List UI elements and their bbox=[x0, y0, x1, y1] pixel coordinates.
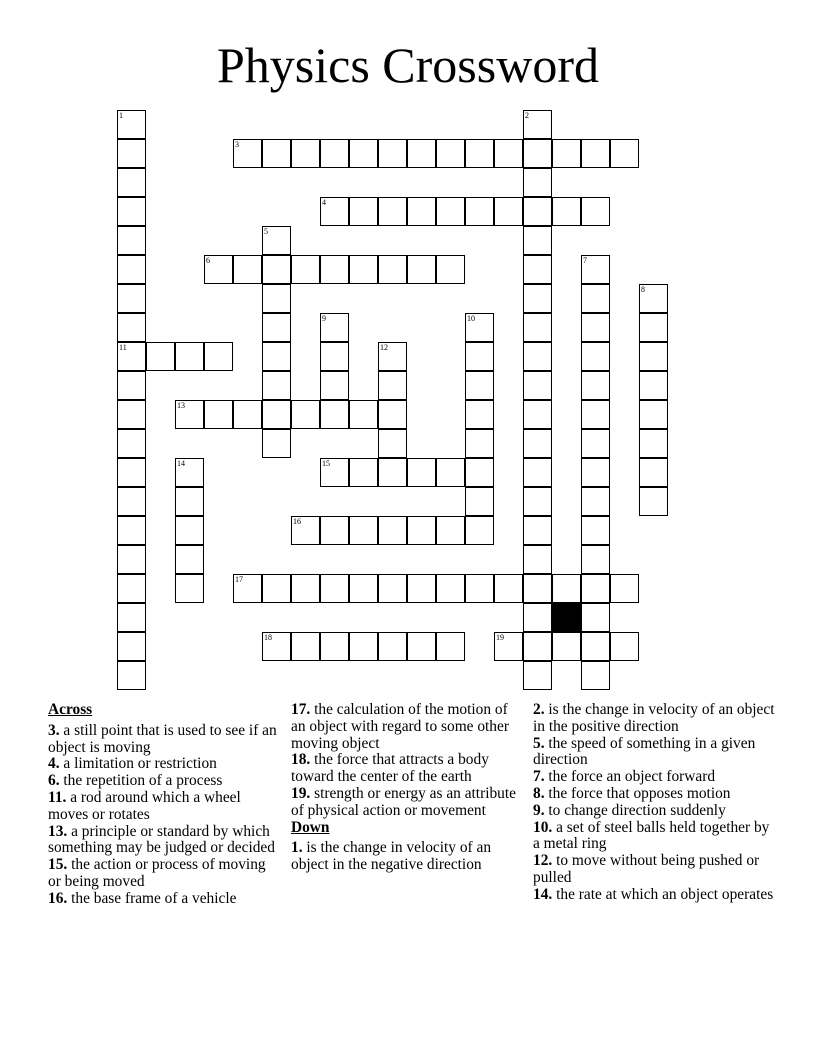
grid-cell[interactable] bbox=[639, 342, 668, 371]
grid-cell[interactable] bbox=[523, 226, 552, 255]
grid-cell[interactable] bbox=[523, 110, 552, 139]
grid-cell[interactable] bbox=[175, 487, 204, 516]
grid-cell[interactable] bbox=[523, 313, 552, 342]
clue-text: the action or process of moving or being moved bbox=[48, 856, 266, 890]
grid-cell[interactable] bbox=[523, 458, 552, 487]
clue-text: the base frame of a vehicle bbox=[71, 889, 237, 907]
cell-number: 5 bbox=[264, 227, 268, 236]
grid-cell[interactable] bbox=[320, 197, 349, 226]
grid-cell[interactable] bbox=[175, 574, 204, 603]
cell-number: 1 bbox=[119, 111, 123, 120]
cell-number: 14 bbox=[177, 459, 185, 468]
clue-text: the repetition of a process bbox=[63, 772, 223, 790]
grid-cell[interactable] bbox=[117, 197, 146, 226]
grid-cell[interactable] bbox=[465, 429, 494, 458]
grid-cell[interactable] bbox=[233, 400, 262, 429]
grid-cell[interactable] bbox=[523, 255, 552, 284]
clue-text: to move without being pushed or pulled bbox=[533, 852, 760, 886]
grid-cell[interactable] bbox=[117, 139, 146, 168]
grid-cell[interactable] bbox=[378, 255, 407, 284]
grid-cell[interactable] bbox=[349, 458, 378, 487]
cell-number: 4 bbox=[322, 198, 326, 207]
grid-cell[interactable] bbox=[436, 255, 465, 284]
grid-cell[interactable] bbox=[639, 487, 668, 516]
clue-down-2 bbox=[533, 702, 778, 736]
grid-cell[interactable] bbox=[581, 661, 610, 690]
grid-cell[interactable] bbox=[117, 603, 146, 632]
grid-cell[interactable] bbox=[639, 371, 668, 400]
grid-cell[interactable] bbox=[291, 574, 320, 603]
grid-cell[interactable] bbox=[494, 197, 523, 226]
grid-cell[interactable] bbox=[610, 632, 639, 661]
grid-cell[interactable] bbox=[552, 632, 581, 661]
clue-text: a principle or standard by which something may be judged or decided bbox=[48, 822, 275, 857]
clue-across-6 bbox=[48, 773, 280, 790]
grid-cell[interactable] bbox=[291, 255, 320, 284]
grid-cell[interactable] bbox=[581, 284, 610, 313]
grid-cell[interactable] bbox=[465, 342, 494, 371]
cell-number: 15 bbox=[322, 459, 330, 468]
grid-cell[interactable] bbox=[581, 516, 610, 545]
clue-number: 19. bbox=[291, 784, 311, 802]
clue-down-10 bbox=[533, 820, 778, 854]
grid-cell[interactable] bbox=[523, 371, 552, 400]
grid-cell[interactable] bbox=[465, 516, 494, 545]
clue-text: a set of steel balls held together by a metal ring bbox=[533, 818, 770, 853]
black-cell bbox=[552, 603, 581, 632]
grid-cell[interactable] bbox=[262, 400, 291, 429]
grid-cell[interactable] bbox=[523, 197, 552, 226]
clue-number: 7. bbox=[533, 768, 545, 786]
grid-cell[interactable] bbox=[320, 255, 349, 284]
clue-number: 16. bbox=[48, 889, 68, 907]
cell-number: 16 bbox=[293, 517, 301, 526]
grid-cell[interactable] bbox=[436, 632, 465, 661]
grid-cell[interactable] bbox=[233, 255, 262, 284]
grid-cell[interactable] bbox=[610, 574, 639, 603]
grid-cell[interactable] bbox=[349, 197, 378, 226]
clue-number: 14. bbox=[533, 885, 553, 903]
cell-number: 18 bbox=[264, 633, 272, 642]
clue-across-13 bbox=[48, 824, 280, 858]
grid-cell[interactable] bbox=[320, 458, 349, 487]
clue-text: strength or energy as an attribute of physical action or movement bbox=[291, 784, 516, 819]
grid-cell[interactable] bbox=[320, 139, 349, 168]
grid-cell[interactable] bbox=[175, 400, 204, 429]
grid-cell[interactable] bbox=[204, 342, 233, 371]
grid-cell[interactable] bbox=[465, 313, 494, 342]
grid-cell[interactable] bbox=[639, 458, 668, 487]
grid-cell[interactable] bbox=[581, 197, 610, 226]
clue-across-16 bbox=[48, 891, 280, 908]
grid-cell[interactable] bbox=[494, 574, 523, 603]
grid-cell[interactable] bbox=[117, 574, 146, 603]
grid-cell[interactable] bbox=[175, 516, 204, 545]
grid-cell[interactable] bbox=[523, 603, 552, 632]
grid-cell[interactable] bbox=[378, 197, 407, 226]
grid-cell[interactable] bbox=[523, 487, 552, 516]
grid-cell[interactable] bbox=[117, 458, 146, 487]
clue-text: is the change in velocity of an object in the positive direction bbox=[533, 701, 775, 735]
clues-column-1 bbox=[48, 702, 280, 908]
cell-number: 3 bbox=[235, 140, 239, 149]
clue-down-9 bbox=[533, 803, 778, 820]
down-heading: Down bbox=[291, 818, 330, 836]
clue-across-18 bbox=[291, 752, 523, 786]
clue-number: 9. bbox=[533, 801, 545, 819]
grid-cell[interactable] bbox=[262, 632, 291, 661]
grid-cell[interactable] bbox=[639, 313, 668, 342]
cell-number: 2 bbox=[525, 111, 529, 120]
clues-column-2 bbox=[291, 702, 523, 874]
clue-text: to change direction suddenly bbox=[548, 801, 726, 819]
clue-across-15 bbox=[48, 857, 280, 891]
grid-cell[interactable] bbox=[465, 139, 494, 168]
grid-cell[interactable] bbox=[262, 284, 291, 313]
clue-number: 8. bbox=[533, 784, 545, 802]
page-title: Physics Crossword bbox=[217, 37, 599, 93]
grid-cell[interactable] bbox=[523, 284, 552, 313]
grid-cell[interactable] bbox=[378, 139, 407, 168]
grid-cell[interactable] bbox=[465, 574, 494, 603]
grid-cell[interactable] bbox=[465, 197, 494, 226]
clue-text: the rate at which an object operates bbox=[556, 885, 774, 903]
grid-cell[interactable] bbox=[117, 110, 146, 139]
grid-cell[interactable] bbox=[291, 632, 320, 661]
grid-cell[interactable] bbox=[349, 574, 378, 603]
grid-cell[interactable] bbox=[117, 313, 146, 342]
grid-cell[interactable] bbox=[552, 139, 581, 168]
clue-number: 3. bbox=[48, 721, 60, 739]
grid-cell[interactable] bbox=[581, 487, 610, 516]
grid-cell[interactable] bbox=[523, 400, 552, 429]
grid-cell[interactable] bbox=[378, 371, 407, 400]
clue-text: the force that opposes motion bbox=[548, 784, 731, 802]
cell-number: 7 bbox=[583, 256, 587, 265]
grid-cell[interactable] bbox=[262, 342, 291, 371]
grid-cell[interactable] bbox=[552, 197, 581, 226]
grid-cell[interactable] bbox=[639, 400, 668, 429]
cell-number: 17 bbox=[235, 575, 243, 584]
clue-text: the calculation of the motion of an object with regard to some other moving object bbox=[291, 701, 509, 752]
grid-cell[interactable] bbox=[117, 342, 146, 371]
grid-cell[interactable] bbox=[262, 371, 291, 400]
clue-text: is the change in velocity of an object in the negative direction bbox=[291, 839, 492, 874]
clue-down-8 bbox=[533, 786, 778, 803]
grid-cell[interactable] bbox=[117, 545, 146, 574]
grid-cell[interactable] bbox=[378, 400, 407, 429]
clue-text: a rod around which a wheel moves or rotates bbox=[48, 788, 241, 823]
cell-number: 6 bbox=[206, 256, 210, 265]
grid-cell[interactable] bbox=[349, 400, 378, 429]
grid-cell[interactable] bbox=[523, 168, 552, 197]
clues-column-3 bbox=[533, 702, 778, 904]
clue-across-17 bbox=[291, 702, 523, 752]
grid-cell[interactable] bbox=[117, 371, 146, 400]
grid-cell[interactable] bbox=[320, 632, 349, 661]
cell-number: 11 bbox=[119, 343, 127, 352]
clue-down-5 bbox=[533, 736, 778, 770]
grid-cell[interactable] bbox=[436, 458, 465, 487]
grid-cell[interactable] bbox=[262, 574, 291, 603]
clue-number: 4. bbox=[48, 755, 60, 773]
grid-cell[interactable] bbox=[146, 342, 175, 371]
grid-cell[interactable] bbox=[262, 139, 291, 168]
clue-number: 1. bbox=[291, 839, 303, 857]
grid-cell[interactable] bbox=[378, 632, 407, 661]
grid-cell[interactable] bbox=[320, 516, 349, 545]
grid-cell[interactable] bbox=[320, 400, 349, 429]
clue-text: a limitation or restriction bbox=[63, 755, 217, 773]
grid-cell[interactable] bbox=[320, 371, 349, 400]
grid-cell[interactable] bbox=[117, 284, 146, 313]
grid-cell[interactable] bbox=[378, 429, 407, 458]
clue-text: the force an object forward bbox=[548, 768, 716, 786]
grid-cell[interactable] bbox=[117, 516, 146, 545]
clue-number: 6. bbox=[48, 772, 60, 790]
grid-cell[interactable] bbox=[523, 574, 552, 603]
grid-cell[interactable] bbox=[262, 226, 291, 255]
grid-cell[interactable] bbox=[581, 545, 610, 574]
clue-number: 2. bbox=[533, 701, 545, 718]
grid-cell[interactable] bbox=[349, 516, 378, 545]
clue-down-12 bbox=[533, 853, 778, 887]
grid-cell[interactable] bbox=[378, 574, 407, 603]
cell-number: 9 bbox=[322, 314, 326, 323]
grid-cell[interactable] bbox=[581, 632, 610, 661]
grid-cell[interactable] bbox=[581, 458, 610, 487]
grid-cell[interactable] bbox=[349, 139, 378, 168]
grid-cell[interactable] bbox=[117, 661, 146, 690]
grid-cell[interactable] bbox=[117, 429, 146, 458]
clue-number: 17. bbox=[291, 701, 311, 718]
grid-cell[interactable] bbox=[117, 400, 146, 429]
clue-number: 18. bbox=[291, 751, 311, 769]
grid-cell[interactable] bbox=[581, 400, 610, 429]
cell-number: 13 bbox=[177, 401, 185, 410]
grid-cell[interactable] bbox=[204, 400, 233, 429]
grid-cell[interactable] bbox=[407, 458, 436, 487]
grid-cell[interactable] bbox=[639, 429, 668, 458]
clue-text: a still point that is used to see if an object is moving bbox=[48, 721, 277, 756]
grid-cell[interactable] bbox=[465, 487, 494, 516]
grid-cell[interactable] bbox=[465, 458, 494, 487]
clue-down-1 bbox=[291, 840, 523, 874]
grid-cell[interactable] bbox=[581, 313, 610, 342]
grid-cell[interactable] bbox=[552, 574, 581, 603]
grid-cell[interactable] bbox=[117, 168, 146, 197]
grid-cell[interactable] bbox=[175, 342, 204, 371]
grid-cell[interactable] bbox=[523, 429, 552, 458]
grid-cell[interactable] bbox=[407, 255, 436, 284]
grid-cell[interactable] bbox=[175, 545, 204, 574]
grid-cell[interactable] bbox=[262, 313, 291, 342]
grid-cell[interactable] bbox=[523, 661, 552, 690]
grid-cell[interactable] bbox=[204, 255, 233, 284]
grid-cell[interactable] bbox=[523, 632, 552, 661]
grid-cell[interactable] bbox=[465, 400, 494, 429]
clue-text: the speed of something in a given direction bbox=[533, 734, 756, 769]
clue-number: 12. bbox=[533, 852, 553, 870]
grid-cell[interactable] bbox=[378, 458, 407, 487]
grid-cell[interactable] bbox=[233, 139, 262, 168]
grid-cell[interactable] bbox=[291, 400, 320, 429]
clue-across-3 bbox=[48, 723, 280, 757]
grid-cell[interactable] bbox=[320, 342, 349, 371]
grid-cell[interactable] bbox=[117, 226, 146, 255]
cell-number: 8 bbox=[641, 285, 645, 294]
cell-number: 19 bbox=[496, 633, 504, 642]
grid-cell[interactable] bbox=[407, 516, 436, 545]
grid-cell[interactable] bbox=[407, 197, 436, 226]
grid-cell[interactable] bbox=[320, 313, 349, 342]
grid-cell[interactable] bbox=[523, 342, 552, 371]
clue-down-14 bbox=[533, 887, 778, 904]
grid-cell[interactable] bbox=[436, 197, 465, 226]
grid-cell[interactable] bbox=[407, 632, 436, 661]
cell-number: 12 bbox=[380, 343, 388, 352]
grid-cell[interactable] bbox=[233, 574, 262, 603]
grid-cell[interactable] bbox=[523, 139, 552, 168]
grid-cell[interactable] bbox=[262, 429, 291, 458]
grid-cell[interactable] bbox=[175, 458, 204, 487]
grid-cell[interactable] bbox=[581, 139, 610, 168]
clue-number: 15. bbox=[48, 856, 68, 874]
grid-cell[interactable] bbox=[639, 284, 668, 313]
grid-cell[interactable] bbox=[465, 371, 494, 400]
clue-across-11 bbox=[48, 790, 280, 824]
grid-cell[interactable] bbox=[117, 487, 146, 516]
cell-number: 10 bbox=[467, 314, 475, 323]
grid-cell[interactable] bbox=[117, 632, 146, 661]
grid-cell[interactable] bbox=[378, 516, 407, 545]
grid-cell[interactable] bbox=[436, 139, 465, 168]
clue-number: 5. bbox=[533, 734, 545, 752]
grid-cell[interactable] bbox=[291, 516, 320, 545]
grid-cell[interactable] bbox=[349, 632, 378, 661]
grid-cell[interactable] bbox=[349, 255, 378, 284]
clue-number: 10. bbox=[533, 818, 553, 836]
clue-down-7 bbox=[533, 769, 778, 786]
grid-cell[interactable] bbox=[581, 255, 610, 284]
clue-across-19 bbox=[291, 786, 523, 820]
clue-text: the force that attracts a body toward the center of the earth bbox=[291, 751, 489, 786]
grid-cell[interactable] bbox=[581, 371, 610, 400]
grid-cell[interactable] bbox=[320, 574, 349, 603]
grid-cell[interactable] bbox=[523, 545, 552, 574]
grid-cell[interactable] bbox=[436, 574, 465, 603]
grid-cell[interactable] bbox=[581, 574, 610, 603]
clue-across-4 bbox=[48, 756, 280, 773]
grid-cell[interactable] bbox=[436, 516, 465, 545]
grid-cell[interactable] bbox=[407, 574, 436, 603]
grid-cell[interactable] bbox=[581, 342, 610, 371]
across-heading: Across bbox=[48, 701, 93, 718]
grid-cell[interactable] bbox=[117, 255, 146, 284]
grid-cell[interactable] bbox=[494, 139, 523, 168]
grid-cell[interactable] bbox=[581, 429, 610, 458]
grid-cell[interactable] bbox=[407, 139, 436, 168]
grid-cell[interactable] bbox=[581, 603, 610, 632]
clue-number: 13. bbox=[48, 822, 68, 840]
grid-cell[interactable] bbox=[494, 632, 523, 661]
grid-cell[interactable] bbox=[610, 139, 639, 168]
grid-cell[interactable] bbox=[262, 255, 291, 284]
grid-cell[interactable] bbox=[523, 516, 552, 545]
clue-number: 11. bbox=[48, 788, 67, 806]
grid-cell[interactable] bbox=[378, 342, 407, 371]
grid-cell[interactable] bbox=[291, 139, 320, 168]
